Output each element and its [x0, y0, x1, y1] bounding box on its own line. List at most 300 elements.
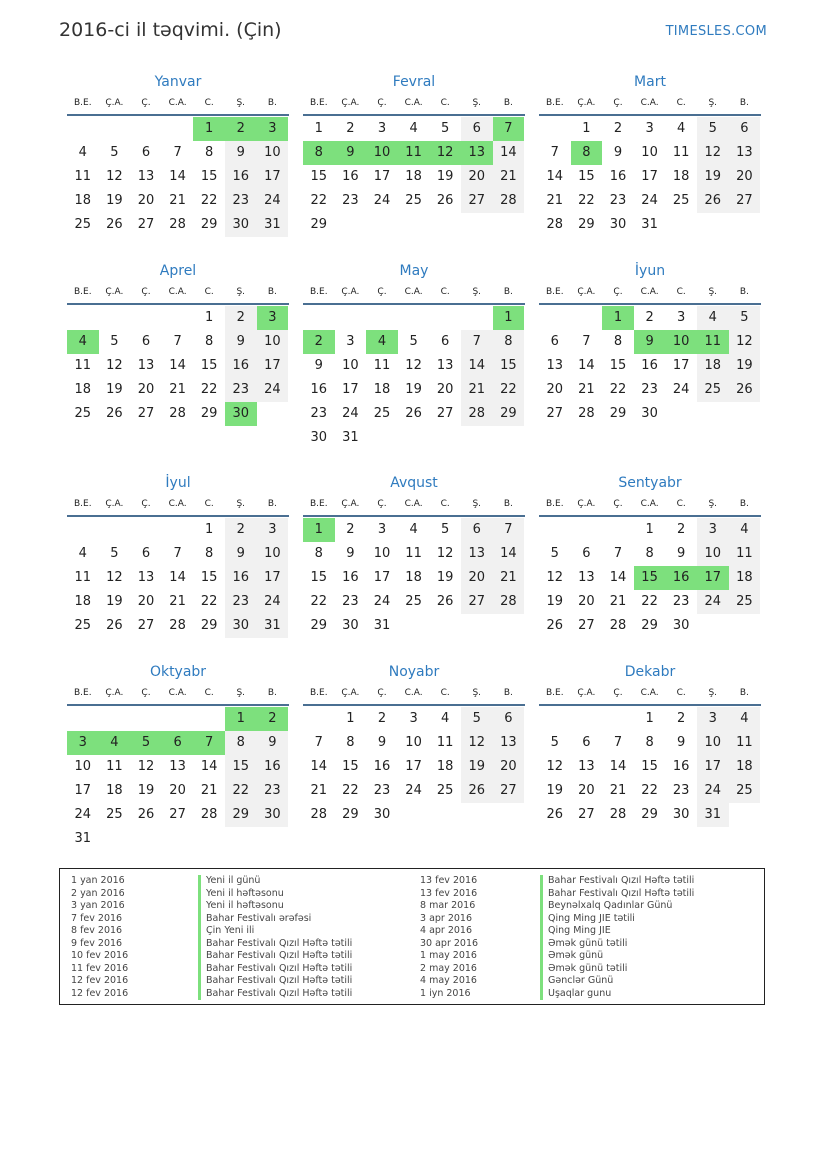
holiday-day-cell: 11 — [398, 141, 430, 165]
weekday-label: Ş. — [708, 287, 718, 297]
day-cell: 14 — [310, 759, 328, 774]
day-cell: 27 — [461, 590, 493, 614]
day-cell: 8 — [205, 334, 214, 349]
weekday-label: B. — [739, 98, 749, 108]
day-cell: 14 — [609, 570, 627, 585]
holiday-day-cell: 3 — [257, 306, 289, 330]
day-cell: 6 — [461, 518, 493, 542]
day-cell: 7 — [173, 145, 182, 160]
day-cell: 25 — [106, 807, 123, 822]
days-grid — [303, 306, 525, 450]
day-cell: 12 — [137, 759, 155, 774]
legend-holiday-name: Beynəlxalq Qadınlar Günü — [540, 900, 672, 913]
holiday-day-cell: 15 — [634, 566, 666, 590]
weekday-label: C. — [204, 688, 214, 698]
day-cell: 30 — [641, 406, 658, 421]
day-cell: 24 — [257, 378, 289, 402]
month-block — [303, 473, 525, 638]
day-cell: 2 — [613, 121, 623, 136]
weekday-label: Ç.A. — [105, 688, 124, 698]
day-cell: 10 — [697, 731, 729, 755]
empty-cell — [130, 117, 162, 141]
day-cell: 22 — [578, 193, 595, 208]
holiday-day-cell: 9 — [634, 330, 666, 354]
day-cell: 21 — [493, 165, 525, 189]
day-cell: 13 — [546, 358, 564, 373]
empty-cell — [99, 518, 131, 542]
weekday-label: B.E. — [310, 688, 328, 698]
day-cell: 27 — [137, 217, 155, 232]
day-cell: 9 — [225, 542, 257, 566]
day-cell: 7 — [314, 735, 323, 750]
day-cell: 21 — [609, 594, 627, 609]
day-cell: 31 — [257, 213, 289, 237]
day-cell: 1 — [314, 121, 323, 136]
day-cell: 5 — [409, 334, 418, 349]
day-cell: 9 — [257, 731, 289, 755]
day-cell: 22 — [641, 594, 658, 609]
day-cell: 27 — [729, 189, 761, 213]
day-cell: 10 — [74, 759, 92, 774]
day-cell: 5 — [461, 707, 493, 731]
weekday-header — [303, 682, 525, 706]
day-cell: 23 — [342, 193, 359, 208]
day-cell: 9 — [613, 145, 623, 160]
legend-holiday-name: Bahar Festivalı Qızıl Həftə tətili — [198, 950, 352, 963]
day-cell: 30 — [225, 213, 257, 237]
day-cell: 4 — [677, 121, 686, 136]
weekday-label: B.E. — [546, 287, 564, 297]
month-name: Oktyabr — [149, 664, 207, 680]
brand-link[interactable]: TIMESLES.COM — [665, 24, 767, 39]
day-cell: 4 — [409, 121, 418, 136]
weekday-label: Ç. — [613, 688, 623, 698]
day-cell: 20 — [578, 594, 595, 609]
weekday-label: C.A. — [640, 688, 659, 698]
legend-holiday-name: Qing Ming JIE tətili — [540, 913, 635, 926]
day-cell: 30 — [342, 618, 359, 633]
month-block — [303, 72, 525, 237]
day-cell: 6 — [729, 117, 761, 141]
day-cell: 12 — [436, 546, 454, 561]
day-cell: 19 — [729, 354, 761, 378]
day-cell: 12 — [461, 731, 493, 755]
empty-cell — [398, 306, 430, 330]
day-cell: 23 — [641, 382, 658, 397]
legend-holiday-name: Əmək günü tətili — [540, 963, 627, 976]
day-cell: 27 — [546, 406, 564, 421]
empty-cell — [99, 117, 131, 141]
legend-date: 2 may 2016 — [420, 962, 477, 974]
weekday-label: B. — [739, 287, 749, 297]
day-cell: 27 — [578, 807, 595, 822]
day-cell: 8 — [645, 735, 654, 750]
day-cell: 27 — [578, 618, 595, 633]
weekday-label: Ç. — [377, 499, 387, 509]
weekday-label: Ç. — [141, 287, 151, 297]
day-cell: 20 — [546, 382, 564, 397]
day-cell: 6 — [141, 546, 151, 561]
empty-cell — [539, 306, 571, 330]
day-cell: 25 — [74, 618, 92, 633]
day-cell: 16 — [373, 759, 391, 774]
weekday-label: Ç.A. — [341, 287, 360, 297]
day-cell: 17 — [74, 783, 92, 798]
day-cell: 16 — [310, 382, 328, 397]
day-cell: 29 — [310, 217, 328, 232]
day-cell: 19 — [106, 193, 123, 208]
days-grid — [67, 117, 289, 237]
day-cell: 5 — [697, 117, 729, 141]
day-cell: 20 — [493, 755, 525, 779]
legend-holiday-name: Bahar Festivalı Qızıl Həftə tətili — [198, 963, 352, 976]
weekday-label: B.E. — [310, 98, 328, 108]
empty-cell — [602, 707, 634, 731]
empty-cell — [67, 707, 99, 731]
holiday-legend — [59, 868, 765, 1005]
day-cell: 11 — [672, 145, 690, 160]
weekday-label: Ç.A. — [105, 287, 124, 297]
day-cell: 17 — [257, 566, 289, 590]
empty-cell — [571, 306, 603, 330]
weekday-label: C. — [440, 98, 450, 108]
day-cell: 28 — [546, 217, 564, 232]
days-grid — [303, 518, 525, 638]
holiday-day-cell: 1 — [602, 306, 634, 330]
weekday-label: Ç. — [613, 499, 623, 509]
day-cell: 9 — [377, 735, 387, 750]
day-cell: 30 — [672, 618, 690, 633]
legend-holiday-name: Bahar Festivalı ərəfəsi — [198, 913, 311, 926]
day-cell: 20 — [436, 382, 454, 397]
weekday-label: Ç.A. — [577, 499, 596, 509]
day-cell: 25 — [697, 378, 729, 402]
day-cell: 30 — [609, 217, 627, 232]
day-cell: 14 — [461, 354, 493, 378]
day-cell: 18 — [697, 354, 729, 378]
day-cell: 1 — [205, 310, 214, 325]
weekday-label: C.A. — [404, 688, 423, 698]
day-cell: 12 — [106, 169, 123, 184]
day-cell: 21 — [310, 783, 328, 798]
day-cell: 13 — [137, 358, 155, 373]
holiday-day-cell: 1 — [193, 117, 225, 141]
legend-holiday-name: Uşaqlar gunu — [540, 988, 611, 1001]
day-cell: 5 — [550, 735, 559, 750]
day-cell: 15 — [310, 570, 328, 585]
weekday-label: C.A. — [168, 98, 187, 108]
day-cell: 7 — [582, 334, 591, 349]
legend-holiday-name: Gənclər Günü — [540, 975, 613, 988]
day-cell: 1 — [645, 711, 654, 726]
holiday-day-cell: 4 — [99, 731, 131, 755]
day-cell: 4 — [78, 546, 87, 561]
day-cell: 18 — [672, 169, 690, 184]
day-cell: 10 — [257, 542, 289, 566]
legend-date: 12 fev 2016 — [71, 975, 129, 986]
legend-date: 13 fev 2016 — [420, 875, 478, 886]
day-cell: 10 — [342, 358, 359, 373]
day-cell: 25 — [74, 406, 92, 421]
holiday-day-cell: 11 — [697, 330, 729, 354]
day-cell: 28 — [310, 807, 328, 822]
day-cell: 12 — [729, 330, 761, 354]
day-cell: 10 — [641, 145, 658, 160]
day-cell: 6 — [582, 735, 591, 750]
day-cell: 4 — [409, 522, 418, 537]
day-cell: 7 — [493, 518, 525, 542]
weekday-label: Ç. — [377, 287, 387, 297]
holiday-day-cell: 2 — [257, 707, 289, 731]
day-cell: 3 — [377, 121, 387, 136]
day-cell: 28 — [609, 807, 627, 822]
day-cell: 5 — [441, 522, 450, 537]
legend-date: 1 may 2016 — [420, 950, 477, 961]
weekday-label: B. — [267, 98, 277, 108]
day-cell: 19 — [106, 594, 123, 609]
legend-date: 2 yan 2016 — [71, 887, 125, 899]
day-cell: 20 — [461, 165, 493, 189]
day-cell: 19 — [461, 755, 493, 779]
day-cell: 12 — [405, 358, 422, 373]
day-cell: 19 — [436, 570, 454, 585]
day-cell: 6 — [493, 707, 525, 731]
day-cell: 21 — [578, 382, 595, 397]
empty-cell — [130, 707, 162, 731]
weekday-label: C.A. — [168, 499, 187, 509]
day-cell: 24 — [405, 783, 422, 798]
holiday-day-cell: 10 — [366, 141, 398, 165]
day-cell: 25 — [436, 783, 454, 798]
day-cell: 10 — [257, 330, 289, 354]
weekday-label: C.A. — [404, 287, 423, 297]
weekday-label: Ç. — [613, 287, 623, 297]
day-cell: 30 — [373, 807, 391, 822]
day-cell: 6 — [582, 546, 591, 561]
day-cell: 25 — [373, 406, 391, 421]
day-cell: 27 — [461, 189, 493, 213]
day-cell: 23 — [225, 590, 257, 614]
empty-cell — [429, 306, 461, 330]
day-cell: 23 — [373, 783, 391, 798]
day-cell: 25 — [74, 217, 92, 232]
day-cell: 5 — [550, 546, 559, 561]
empty-cell — [602, 518, 634, 542]
empty-cell — [303, 306, 335, 330]
day-cell: 28 — [169, 217, 186, 232]
month-block — [67, 473, 289, 638]
day-cell: 14 — [169, 358, 186, 373]
day-cell: 29 — [493, 402, 525, 426]
day-cell: 16 — [672, 759, 690, 774]
empty-cell — [539, 117, 571, 141]
weekday-label: Ş. — [472, 98, 482, 108]
day-cell: 26 — [697, 189, 729, 213]
weekday-label: Ç. — [141, 98, 151, 108]
day-cell: 5 — [110, 145, 119, 160]
day-cell: 29 — [578, 217, 595, 232]
empty-cell — [461, 306, 493, 330]
day-cell: 2 — [645, 310, 654, 325]
day-cell: 25 — [729, 779, 761, 803]
weekday-label: C.A. — [640, 98, 659, 108]
day-cell: 22 — [200, 193, 218, 208]
month-name: Yanvar — [154, 74, 202, 90]
day-cell: 15 — [641, 759, 658, 774]
weekday-label: Ç. — [613, 98, 623, 108]
empty-cell — [99, 707, 131, 731]
day-cell: 6 — [141, 145, 151, 160]
month-name: İyul — [165, 475, 191, 491]
day-cell: 2 — [225, 518, 257, 542]
day-cell: 12 — [546, 759, 564, 774]
day-cell: 10 — [697, 542, 729, 566]
holiday-day-cell: 16 — [665, 566, 697, 590]
weekday-label: Ç.A. — [341, 98, 360, 108]
day-cell: 17 — [257, 354, 289, 378]
day-cell: 27 — [137, 406, 155, 421]
weekday-header — [67, 92, 289, 116]
day-cell: 18 — [729, 566, 761, 590]
day-cell: 26 — [106, 406, 123, 421]
month-block — [303, 261, 525, 450]
weekday-label: Ş. — [472, 287, 482, 297]
legend-holiday-name: Bahar Festivalı Qızıl Həftə tətili — [198, 938, 352, 951]
day-cell: 26 — [461, 779, 493, 803]
legend-date: 10 fev 2016 — [71, 950, 129, 961]
day-cell: 18 — [74, 382, 92, 397]
weekday-label: Ş. — [236, 98, 246, 108]
day-cell: 16 — [641, 358, 658, 373]
holiday-day-cell: 6 — [162, 731, 194, 755]
day-cell: 20 — [461, 566, 493, 590]
day-cell: 5 — [110, 334, 119, 349]
holiday-day-cell: 4 — [366, 330, 398, 354]
weekday-label: C.A. — [168, 287, 187, 297]
day-cell: 25 — [729, 590, 761, 614]
day-cell: 13 — [436, 358, 454, 373]
month-name: Mart — [634, 74, 666, 90]
day-cell: 20 — [169, 783, 186, 798]
holiday-day-cell: 12 — [429, 141, 461, 165]
day-cell: 8 — [346, 735, 355, 750]
day-cell: 29 — [225, 803, 257, 827]
legend-date: 11 fev 2016 — [71, 962, 129, 974]
weekday-header — [67, 682, 289, 706]
day-cell: 7 — [173, 546, 182, 561]
day-cell: 8 — [613, 334, 623, 349]
weekday-label: B. — [503, 688, 513, 698]
day-cell: 23 — [257, 779, 289, 803]
day-cell: 24 — [697, 779, 729, 803]
day-cell: 12 — [106, 358, 123, 373]
weekday-label: C.A. — [640, 499, 659, 509]
weekday-label: B. — [739, 688, 749, 698]
day-cell: 3 — [677, 310, 686, 325]
weekday-label: B. — [503, 499, 513, 509]
day-cell: 19 — [106, 382, 123, 397]
holiday-day-cell: 1 — [225, 707, 257, 731]
empty-cell — [193, 707, 225, 731]
day-cell: 26 — [137, 807, 155, 822]
day-cell: 10 — [405, 735, 422, 750]
day-cell: 15 — [493, 354, 525, 378]
weekday-header — [67, 493, 289, 517]
day-cell: 8 — [493, 330, 525, 354]
day-cell: 22 — [310, 193, 328, 208]
day-cell: 30 — [672, 807, 690, 822]
day-cell: 15 — [200, 169, 218, 184]
holiday-day-cell: 1 — [303, 518, 335, 542]
empty-cell — [130, 306, 162, 330]
day-cell: 17 — [697, 755, 729, 779]
days-grid — [303, 707, 525, 827]
day-cell: 6 — [550, 334, 559, 349]
day-cell: 3 — [697, 518, 729, 542]
day-cell: 12 — [106, 570, 123, 585]
weekday-label: C. — [204, 98, 214, 108]
weekday-label: C. — [204, 499, 214, 509]
day-cell: 22 — [641, 783, 658, 798]
month-name: Noyabr — [388, 664, 440, 680]
day-cell: 14 — [169, 570, 186, 585]
day-cell: 18 — [405, 169, 422, 184]
day-cell: 17 — [641, 169, 658, 184]
day-cell: 24 — [697, 590, 729, 614]
day-cell: 15 — [342, 759, 359, 774]
month-block — [539, 473, 761, 638]
day-cell: 18 — [106, 783, 123, 798]
day-cell: 23 — [342, 594, 359, 609]
day-cell: 29 — [641, 807, 658, 822]
day-cell: 11 — [729, 731, 761, 755]
month-block — [539, 72, 761, 237]
day-cell: 5 — [441, 121, 450, 136]
day-cell: 14 — [493, 141, 525, 165]
day-cell: 1 — [205, 522, 214, 537]
day-cell: 17 — [257, 165, 289, 189]
weekday-label: B.E. — [310, 499, 328, 509]
day-cell: 13 — [493, 731, 525, 755]
day-cell: 7 — [613, 546, 623, 561]
day-cell: 16 — [342, 169, 359, 184]
day-cell: 9 — [346, 546, 355, 561]
day-cell: 25 — [405, 594, 422, 609]
days-grid — [67, 707, 289, 851]
legend-date: 3 yan 2016 — [71, 900, 125, 911]
day-cell: 17 — [405, 759, 422, 774]
day-cell: 3 — [697, 707, 729, 731]
holiday-day-cell: 8 — [571, 141, 603, 165]
day-cell: 22 — [200, 382, 218, 397]
day-cell: 19 — [405, 382, 422, 397]
days-grid — [539, 306, 761, 426]
legend-date: 30 apr 2016 — [420, 937, 479, 949]
weekday-label: B.E. — [546, 499, 564, 509]
day-cell: 30 — [257, 803, 289, 827]
legend-holiday-name: Əmək günü tətili — [540, 938, 627, 951]
day-cell: 3 — [409, 711, 418, 726]
day-cell: 2 — [677, 711, 686, 726]
weekday-label: Ş. — [472, 499, 482, 509]
day-cell: 11 — [436, 735, 454, 750]
weekday-label: B.E. — [74, 688, 92, 698]
day-cell: 28 — [169, 618, 186, 633]
day-cell: 22 — [310, 594, 328, 609]
month-block — [67, 662, 289, 851]
legend-holiday-name: Çin Yeni ili — [198, 925, 254, 938]
day-cell: 28 — [169, 406, 186, 421]
